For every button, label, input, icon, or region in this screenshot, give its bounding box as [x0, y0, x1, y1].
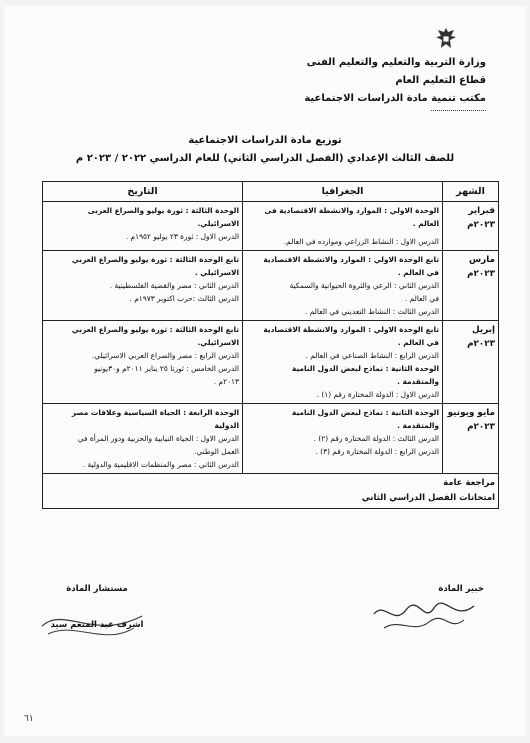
ministry-name: وزارة التربية والتعليم والتعليم الفنى — [306, 57, 486, 68]
lesson-line: الدرس الثالث :حرب اكتوبر ١٩٧٣م . — [129, 294, 239, 303]
lesson-line: الدرس الثالث : الدولة المختارة رقم (٢) . — [313, 434, 439, 443]
lesson-line: الدرس الاول : النشاط الزراعي وموارده في العالم. — [283, 237, 439, 246]
expert-label: خبير المادة — [438, 584, 484, 594]
lesson-line: الدرس الثاني : مصر والمنظمات الاقليمية والدولية . — [82, 460, 239, 469]
table-header-row — [43, 182, 499, 202]
handwritten-signature-icon — [364, 596, 484, 636]
month-cell: مارس ٢٠٢٣م — [443, 251, 499, 321]
lesson-line: الدرس الرابع : مصر والصراع العربي الاسرائيلي. — [91, 351, 239, 360]
review-cell — [43, 474, 499, 509]
ministry-header — [256, 54, 486, 111]
unit-line: في العالم . — [397, 338, 439, 347]
unit-line: الوحدة الثالثة : ثورة يوليو والصراع العربى الاسرائيلي. — [87, 206, 239, 228]
lesson-line: الدرس الاول : الحياة النيابية والحزبية ودور المرأة في — [77, 434, 239, 443]
geography-cell — [243, 321, 443, 404]
eagle-emblem-icon — [434, 26, 458, 52]
history-cell — [43, 202, 243, 251]
office-name: مكتب تنمية مادة الدراسات الاجتماعية — [304, 93, 486, 104]
lesson-line: الدرس الخامس : ثورتا ٢٥ يناير ٢٠١١م و٣٠يونيو — [94, 364, 239, 373]
lesson-line: العمل الوطني. — [194, 447, 239, 456]
lesson-line: في العالم . — [404, 294, 439, 303]
unit-line: الاسرائيلي . — [194, 268, 239, 277]
unit-line: تابع الوحدة الاولي : الموارد والانشطة الاقتصادية — [263, 325, 439, 334]
header-month: الشهر — [443, 182, 499, 202]
unit-line: الوحدة الثانية : نماذج لبعض الدول النامية — [291, 408, 439, 417]
review-row — [43, 474, 499, 509]
unit-line: الوحدة الاولي : الموارد والانشطة الاقتصادية فى — [264, 206, 439, 215]
unit-line: والمتقدمة . — [397, 421, 439, 430]
sector-name: قطاع التعليم العام — [395, 75, 486, 86]
unit-line: تابع الوحدة الاولي : الموارد والانشطة الاقتصادية — [263, 255, 439, 264]
table-row — [43, 202, 499, 251]
month-cell: إبريل ٢٠٢٣م — [443, 321, 499, 404]
header-history: التاريخ — [43, 182, 243, 202]
expert-signature — [374, 584, 484, 594]
history-cell — [43, 251, 243, 321]
unit-line: الاسرائيلي. — [197, 338, 239, 347]
unit-line: العالم . — [412, 219, 439, 228]
geography-cell — [243, 251, 443, 321]
lesson-line: الدرس الثاني : مصر والقضية الفلسطينية . — [109, 281, 239, 290]
document-title — [4, 132, 526, 168]
history-cell — [43, 321, 243, 404]
header-geography: الجغرافيا — [243, 182, 443, 202]
history-cell — [43, 404, 243, 474]
month-cell: فبراير ٢٠٢٣م — [443, 202, 499, 251]
unit-line: في العالم . — [397, 268, 439, 277]
page-number: ٦١ — [24, 714, 34, 724]
lesson-line: الدرس الثاني : الرعي والثروة الحيوانية والسمكية — [289, 281, 439, 290]
advisor-label: مستشار المادة — [66, 584, 128, 594]
lesson-line: الدرس الرابع : الدولة المختارة رقم (٣) . — [315, 447, 439, 456]
unit-line: الوحدة الرابعة : الحياة السياسية وعلاقات مصر الدولية — [71, 408, 239, 430]
geography-cell — [243, 404, 443, 474]
document-page — [4, 6, 526, 736]
title-line-1: توزيع مادة الدراسات الاجتماعية — [188, 135, 342, 146]
geography-cell — [243, 202, 443, 251]
curriculum-table — [42, 181, 499, 509]
lesson-line: ٢٠١٣م . — [213, 377, 239, 386]
header-divider — [431, 110, 486, 111]
lesson-line: الدرس الاول : الدولة المختارة رقم (١) . — [316, 390, 439, 399]
unit-line: والمتقدمة . — [397, 377, 439, 386]
table-row — [43, 404, 499, 474]
advisor-signature — [42, 584, 152, 630]
lesson-line: الدرس الاول : ثورة ٢٣ يوليو ١٩٥٢م . — [125, 232, 239, 241]
title-line-2: للصف الثالث الإعدادي (الفصل الدراسي الثاني) للعام الدراسي ٢٠٢٢ / ٢٠٢٣ م — [75, 153, 455, 164]
table-row — [43, 251, 499, 321]
advisor-name: اشرف عبد المنعم سيد — [50, 620, 144, 630]
unit-line: الوحدة الثانية : نماذج لبعض الدول النامية — [291, 364, 439, 373]
term-exams: امتحانات الفصل الدراسي الثاني — [361, 493, 495, 503]
general-review: مراجعة عامة — [443, 478, 495, 488]
lesson-line: الدرس الرابع : النشاط الصناعي في العالم . — [305, 351, 439, 360]
month-cell: مايو ويونيو ٢٠٢٣م — [443, 404, 499, 474]
unit-line: تابع الوحدة الثالثة : ثورة يوليو والصراع العربي — [71, 325, 239, 334]
lesson-line: الدرس الثالث : النشاط التعديني في العالم . — [305, 307, 439, 316]
table-row — [43, 321, 499, 404]
unit-line: تابع الوحدة الثالثة : ثورة يوليو والصراع العربي — [71, 255, 239, 264]
